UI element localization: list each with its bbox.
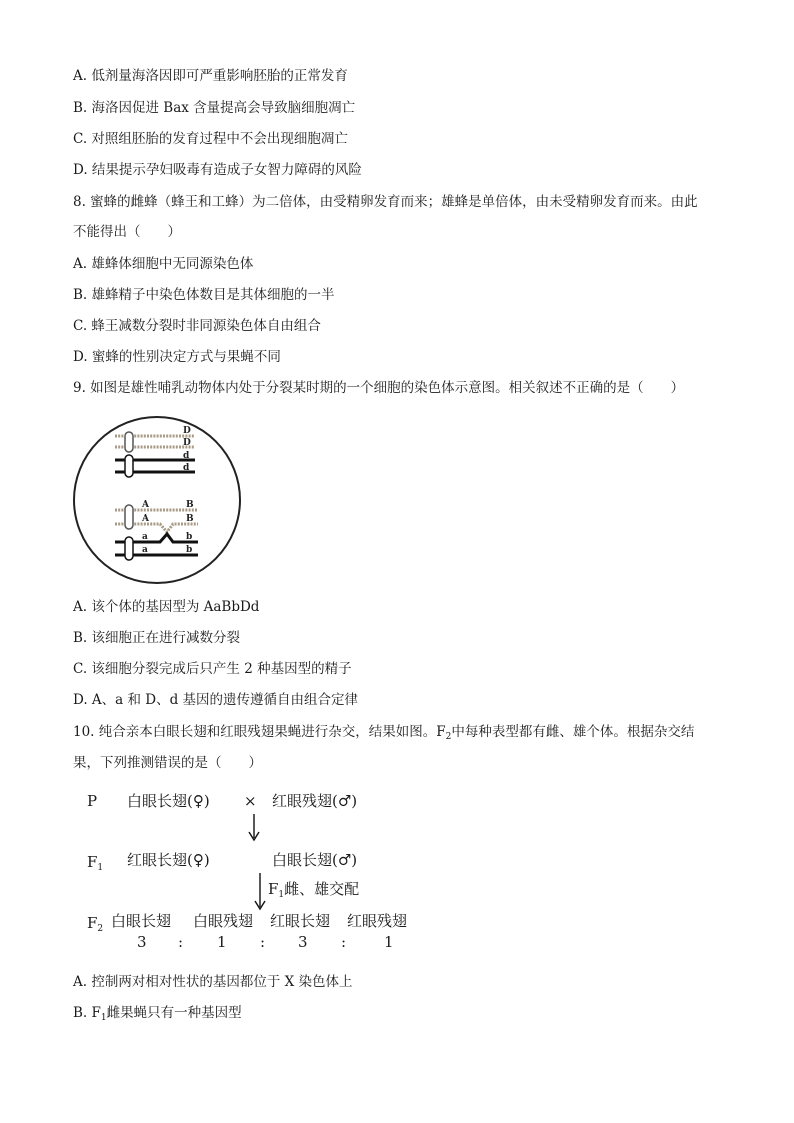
q7-option-d: D. 结果提示孕妇吸毒有造成子女智力障碍的风险 [73, 162, 362, 178]
centromere-AB [125, 505, 133, 529]
p-generation-label: P [87, 792, 98, 810]
f2-ratio-separator: : [341, 933, 347, 951]
f2-ratio-value: 3 [298, 933, 308, 951]
f1-female-phenotype: 红眼长翅(♀) [127, 851, 210, 869]
gene-label-A2: A [142, 514, 149, 524]
f1-intercross-label: $F_1$雌、雄交配 [268, 880, 360, 900]
f2-ratio-separator: : [178, 933, 184, 951]
chromosome-cell-figure [70, 414, 245, 586]
q8-stem-line1: 8. 蜜蜂的雌蜂（蜂王和工蜂）为二倍体，由受精卵发育而来；雄蜂是单倍体，由未受精卵发育而来。由此 [73, 194, 698, 210]
gene-label-D1: D [183, 426, 191, 436]
p-male-phenotype: 红眼残翅(♂) [272, 792, 358, 810]
f2-generation-label: $F_2$ [87, 914, 104, 934]
q10-stem-line1: 10. 纯合亲本白眼长翅和红眼残翅果蝇进行杂交，结果如图。$F_2$中每种表型都有雌、雄个体。根据杂交结 [73, 724, 695, 742]
down-arrow-icon [253, 873, 267, 911]
f2-ratio-value: 3 [137, 933, 147, 951]
f2-phenotype-4: 红眼残翅 [347, 912, 408, 930]
q7-option-a: A. 低剂量海洛因即可严重影响胚胎的正常发育 [73, 68, 348, 84]
gene-label-A1: A [142, 500, 149, 510]
q10-option-a: A. 控制两对相对性状的基因都位于 X 染色体上 [73, 974, 353, 990]
q9-option-d: D. A、a 和 D、d 基因的遗传遵循自由组合定律 [73, 692, 359, 708]
f1-generation-label: $F_1$ [87, 853, 104, 873]
down-arrow-icon [247, 814, 261, 842]
centromere-D [125, 432, 133, 452]
gene-label-b2: b [186, 545, 193, 555]
q10-stem-line2: 果，下列推测错误的是（ ） [73, 755, 262, 771]
q9-option-b: B. 该细胞正在进行减数分裂 [73, 630, 241, 646]
q9-option-c: C. 该细胞分裂完成后只产生 2 种基因型的精子 [73, 661, 352, 677]
q8-option-b: B. 雄蜂精子中染色体数目是其体细胞的一半 [73, 287, 335, 303]
f1-male-phenotype: 白眼长翅(♂) [272, 851, 358, 869]
gene-label-b1: b [186, 532, 193, 542]
q7-option-b: B. 海洛因促进 Bax 含量提高会导致脑细胞凋亡 [73, 100, 356, 116]
f2-ratio-value: 1 [384, 933, 394, 951]
gene-label-B2: B [186, 514, 194, 524]
q8-option-d: D. 蜜蜂的性别决定方式与果蝇不同 [73, 349, 281, 365]
q8-stem-line2: 不能得出（ ） [73, 224, 181, 240]
f2-ratio-separator: : [260, 933, 266, 951]
f2-phenotype-1: 白眼长翅 [111, 912, 172, 930]
q7-option-c: C. 对照组胚胎的发育过程中不会出现细胞凋亡 [73, 131, 348, 147]
q10-option-b: B. $F_1$雌果蝇只有一种基因型 [73, 1005, 242, 1023]
q9-option-a: A. 该个体的基因型为 AaBbDd [73, 599, 260, 615]
cross-symbol: × [244, 792, 257, 810]
gene-label-d1: d [183, 451, 190, 461]
gene-label-D2: D [183, 438, 191, 448]
cell-membrane [74, 417, 240, 583]
f2-ratio-value: 1 [217, 933, 227, 951]
gene-label-d2: d [183, 463, 190, 473]
q8-option-a: A. 雄蜂体细胞中无同源染色体 [73, 256, 254, 272]
centromere-d [125, 455, 133, 477]
f2-phenotype-2: 白眼残翅 [193, 912, 254, 930]
gene-label-B1: B [186, 500, 194, 510]
p-female-phenotype: 白眼长翅(♀) [127, 792, 210, 810]
centromere-ab [125, 537, 133, 560]
f2-phenotype-3: 红眼长翅 [270, 912, 331, 930]
q9-stem: 9. 如图是雄性哺乳动物体内处于分裂某时期的一个细胞的染色体示意图。相关叙述不正确的是（ ） [73, 380, 685, 396]
gene-label-a1: a [142, 532, 148, 542]
gene-label-a2: a [142, 545, 148, 555]
q8-option-c: C. 蜂王减数分裂时非同源染色体自由组合 [73, 318, 321, 334]
